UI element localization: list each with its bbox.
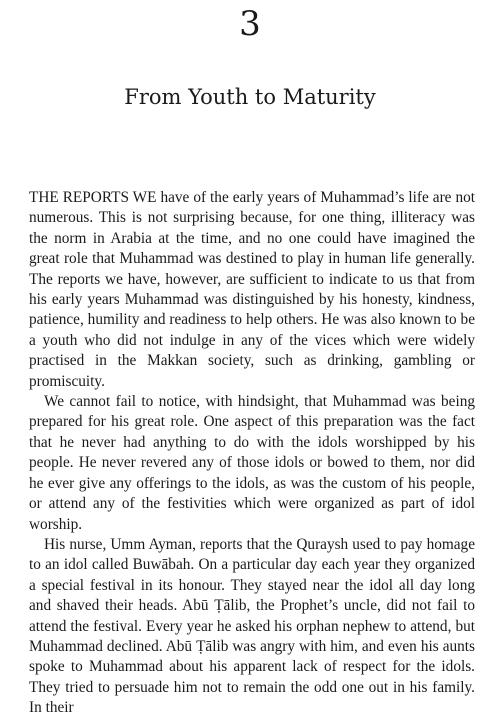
chapter-number: 3 <box>239 4 261 44</box>
paragraph-3: His nurse, Umm Ayman, reports that the Quraysh used to pay homage to an idol called Buwābah. On a particular day each year they organized a special festival in its honour. They stayed near the idol all day long and shaved their heads. Abū Ṭālib, the Prophet’s uncle, did not fail to attend the festival. Every year he asked his orphan nephew to attend, but Muhammad declined. Abū Ṭālib was angry with him, and even his aunts spoke to Muhammad about his apparent lack of respect for the idols. They tried to persuade him not to remain the odd one out in his family. In their <box>29 535 475 717</box>
chapter-body <box>29 188 475 719</box>
paragraph-1-text: have of the early years of Muhammad’s life are not numerous. This is not surprising because, for one thing, illiteracy was the norm in Arabia at the time, and no one could have imagined the great role that Muhammad was destined to play in human life generally. The reports we have, however, are sufficient to indicate to us that from his early years Muhammad was distinguished by his honesty, kindness, patience, humility and readiness to help others. He was also known to be a youth who did not indulge in any of the vices which were widely practised in the Makkan society, such as drinking, gambling or promiscuity. <box>29 189 475 390</box>
paragraph-1 <box>29 188 475 392</box>
chapter-title: From Youth to Maturity <box>124 85 376 109</box>
paragraph-2: We cannot fail to notice, with hindsight, that Muhammad was being prepared for his great role. One aspect of this preparation was the fact that he never had anything to do with the idols worshipped by his people. He never revered any of those idols or bowed to them, nor did he ever give any offerings to the idols, as was the custom of his people, or attend any of the festivities which were organized as part of idol worship. <box>29 393 475 533</box>
paragraph-lead-in: THE REPORTS WE <box>29 189 157 206</box>
